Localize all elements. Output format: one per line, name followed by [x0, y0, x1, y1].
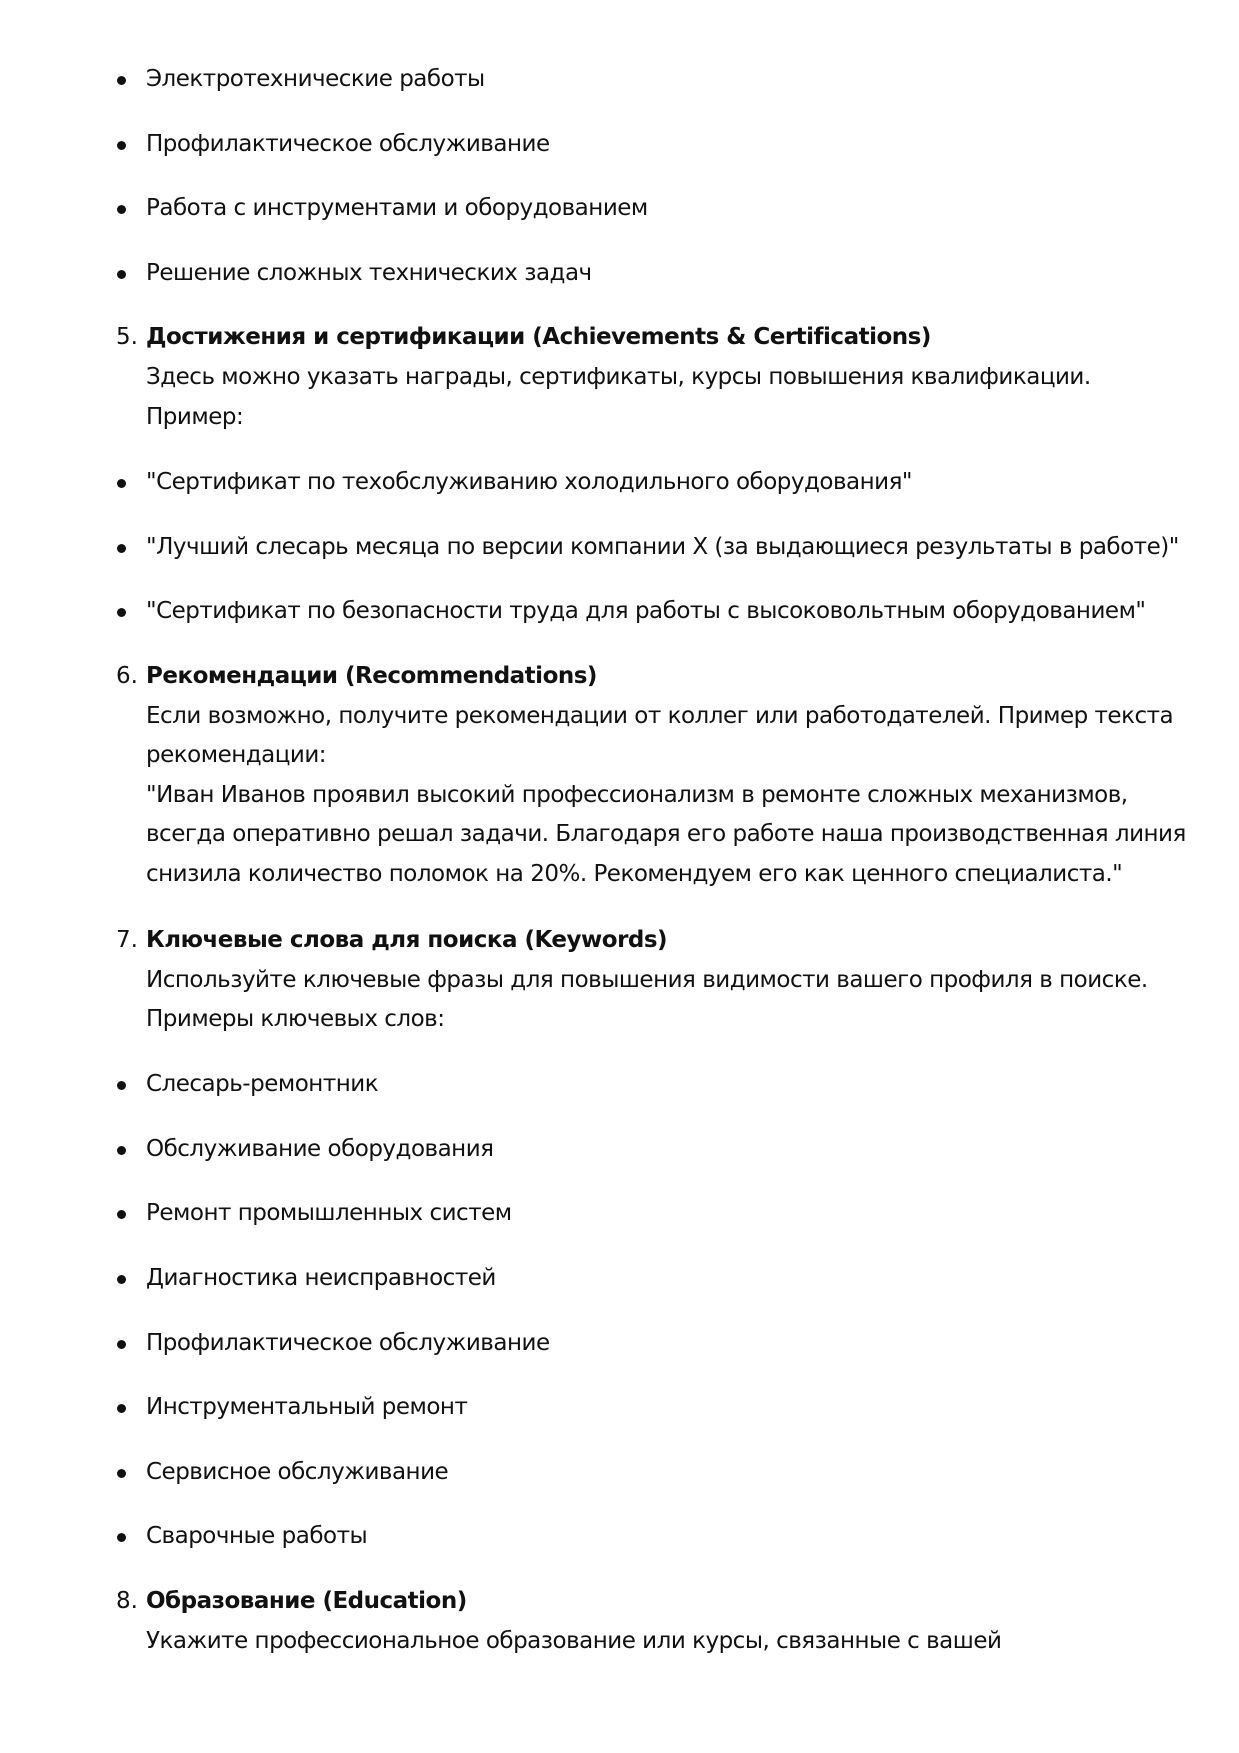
list-item: Профилактическое обслуживание [146, 131, 550, 157]
list-item: Сварочные работы [146, 1523, 368, 1549]
recommendation-quote: всегда оперативно решал задачи. Благодаря его работе наша производственная линия [146, 821, 1186, 847]
section-text: рекомендации: [146, 742, 327, 768]
section-text: Примеры ключевых слов: [146, 1006, 445, 1032]
section-text: Если возможно, получите рекомендации от коллег или работодателей. Пример текста [146, 703, 1174, 729]
bullet-icon [117, 1404, 126, 1413]
bullet-icon [117, 1340, 126, 1349]
bullet-icon [117, 1146, 126, 1155]
section-number: 6. [116, 663, 138, 689]
section-number: 5. [116, 324, 138, 350]
list-item: Слесарь-ремонтник [146, 1071, 379, 1097]
section-text: Используйте ключевые фразы для повышения видимости вашего профиля в поиске. [146, 967, 1148, 993]
bullet-icon [117, 270, 126, 279]
list-item: Ремонт промышленных систем [146, 1200, 512, 1226]
bullet-icon [117, 1275, 126, 1284]
section-title: Ключевые слова для поиска (Keywords) [146, 927, 668, 953]
list-item: "Сертификат по техобслуживанию холодильного оборудования" [146, 469, 913, 495]
bullet-icon [117, 479, 126, 488]
recommendation-quote: снизила количество поломок на 20%. Рекомендуем его как ценного специалиста." [146, 861, 1123, 887]
section-title: Рекомендации (Recommendations) [146, 663, 597, 689]
bullet-icon [117, 1210, 126, 1219]
section-title: Достижения и сертификации (Achievements & Certifications) [146, 324, 931, 350]
bullet-icon [117, 608, 126, 617]
bullet-icon [117, 1469, 126, 1478]
section-text: Здесь можно указать награды, сертификаты, курсы повышения квалификации. [146, 364, 1091, 390]
list-item: "Лучший слесарь месяца по версии компании X (за выдающиеся результаты в работе)" [146, 534, 1179, 560]
bullet-icon [117, 1081, 126, 1090]
bullet-icon [117, 205, 126, 214]
section-number: 8. [116, 1588, 138, 1614]
list-item: Сервисное обслуживание [146, 1459, 449, 1485]
list-item: Решение сложных технических задач [146, 260, 592, 286]
bullet-icon [117, 1533, 126, 1542]
section-text: Укажите профессиональное образование или курсы, связанные с вашей [146, 1628, 1002, 1654]
bullet-icon [117, 141, 126, 150]
list-item: Диагностика неисправностей [146, 1265, 496, 1291]
section-number: 7. [116, 927, 138, 953]
section-text: Пример: [146, 404, 244, 430]
list-item: Работа с инструментами и оборудованием [146, 195, 648, 221]
list-item: Инструментальный ремонт [146, 1394, 468, 1420]
bullet-icon [117, 76, 126, 85]
list-item: Обслуживание оборудования [146, 1136, 494, 1162]
list-item: Электротехнические работы [146, 66, 485, 92]
list-item: "Сертификат по безопасности труда для работы с высоковольтным оборудованием" [146, 598, 1146, 624]
bullet-icon [117, 544, 126, 553]
section-title: Образование (Education) [146, 1588, 467, 1614]
recommendation-quote: "Иван Иванов проявил высокий профессионализм в ремонте сложных механизмов, [146, 782, 1128, 808]
list-item: Профилактическое обслуживание [146, 1330, 550, 1356]
